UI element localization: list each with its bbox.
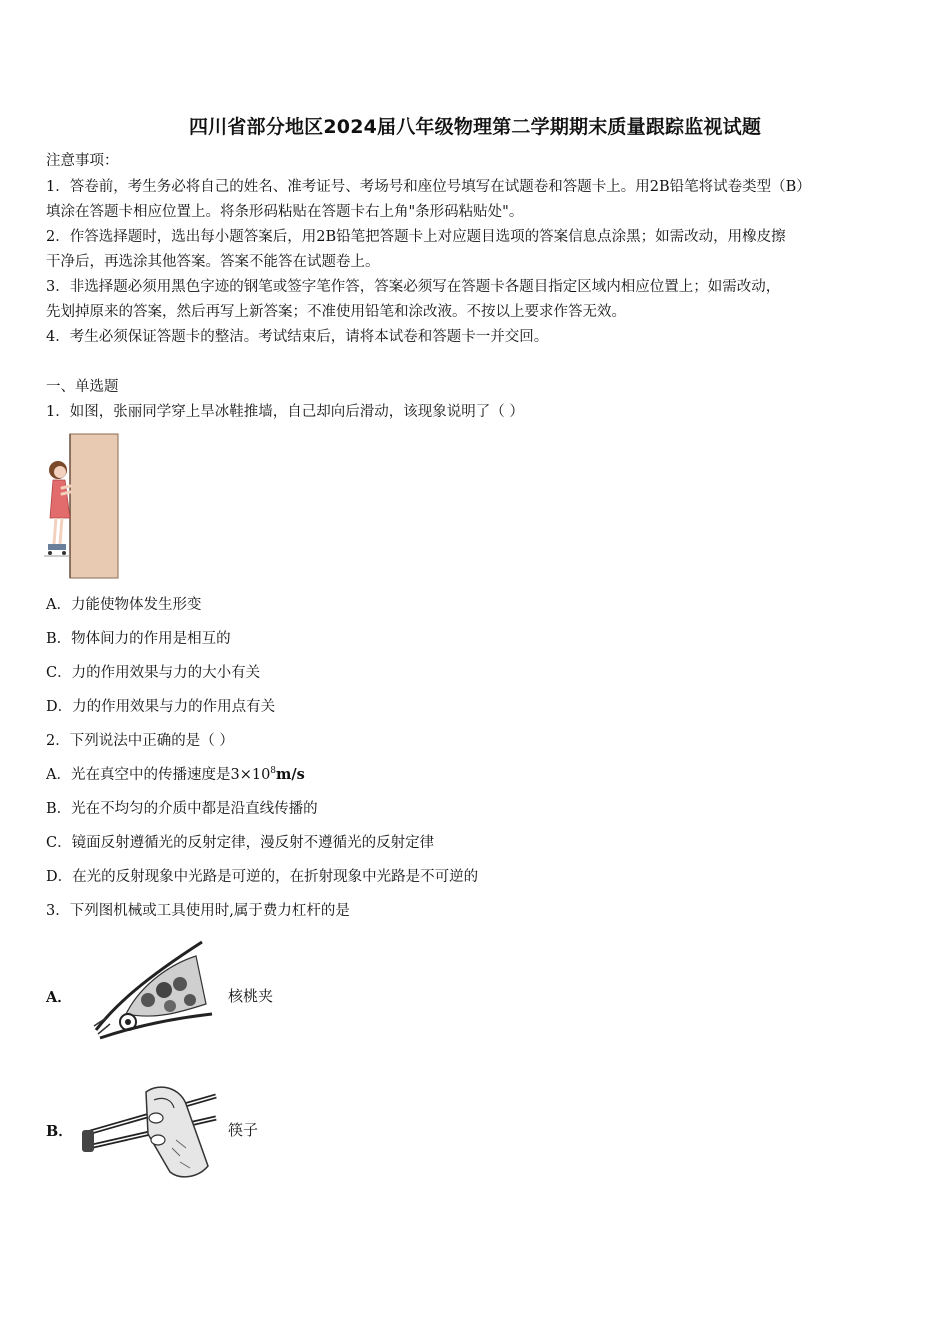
q3-option-b-label: B． bbox=[46, 1123, 73, 1140]
q1-option-a: A．力能使物体发生形变 bbox=[46, 597, 202, 613]
q1-option-b: B．物体间力的作用是相互的 bbox=[46, 631, 231, 647]
note-line: 填涂在答题卡相应位置上。将条形码粘贴在答题卡右上角"条形码粘贴处"。 bbox=[46, 204, 524, 220]
q2-option-a bbox=[46, 766, 305, 784]
question-2-stem: 2．下列说法中正确的是（ ） bbox=[46, 733, 234, 749]
girl-pushing-wall-figure bbox=[44, 432, 122, 582]
q3-option-a-label: A． bbox=[46, 989, 72, 1006]
q2-option-c: C．镜面反射遵循光的反射定律，漫反射不遵循光的反射定律 bbox=[46, 835, 435, 851]
note-line: 1．答卷前，考生务必将自己的姓名、准考证号、考场号和座位号填写在试题卷和答题卡上。用2B铅笔将试卷类型（B） bbox=[46, 179, 811, 195]
nutcracker-figure bbox=[86, 934, 218, 1046]
chopsticks-figure bbox=[76, 1078, 224, 1182]
q1-option-c: C．力的作用效果与力的大小有关 bbox=[46, 665, 261, 681]
q2-option-a-exponent: 8 bbox=[270, 766, 277, 777]
page-title: 四川省部分地区2024届八年级物理第二学期期末质量跟踪监视试题 bbox=[188, 116, 762, 138]
question-1-stem: 1．如图，张丽同学穿上旱冰鞋推墙，自己却向后滑动，该现象说明了（ ） bbox=[46, 404, 524, 420]
q3-option-b-name: 筷子 bbox=[228, 1121, 259, 1139]
notes-heading: 注意事项： bbox=[46, 153, 119, 169]
q2-option-a-unit: m/s bbox=[276, 766, 305, 783]
note-line: 干净后，再选涂其他答案。答案不能答在试题卷上。 bbox=[46, 254, 380, 270]
note-line: 先划掉原来的答案，然后再写上新答案；不准使用铅笔和涂改液。不按以上要求作答无效。 bbox=[46, 304, 626, 320]
q2-option-d: D．在光的反射现象中光路是可逆的，在折射现象中光路是不可逆的 bbox=[46, 869, 479, 885]
q2-option-a-text: A．光在真空中的传播速度是3×10 bbox=[46, 767, 271, 783]
note-line: 3．非选择题必须用黑色字迹的钢笔或签字笔作答，答案必须写在答题卡各题目指定区域内相应位置上；如需改动， bbox=[46, 279, 781, 295]
q2-option-b: B．光在不均匀的介质中都是沿直线传播的 bbox=[46, 801, 318, 817]
q1-option-d: D．力的作用效果与力的作用点有关 bbox=[46, 699, 276, 715]
note-line: 2．作答选择题时，选出每小题答案后，用2B铅笔把答题卡上对应题目选项的答案信息点涂黑；如需改动，用橡皮擦 bbox=[46, 229, 786, 245]
question-3-stem: 3．下列图机械或工具使用时,属于费力杠杆的是 bbox=[46, 903, 350, 919]
q3-option-a-name: 核桃夹 bbox=[228, 987, 274, 1005]
section-heading: 一、单选题 bbox=[46, 379, 119, 395]
note-line: 4．考生必须保证答题卡的整洁。考试结束后，请将本试卷和答题卡一并交回。 bbox=[46, 329, 549, 345]
